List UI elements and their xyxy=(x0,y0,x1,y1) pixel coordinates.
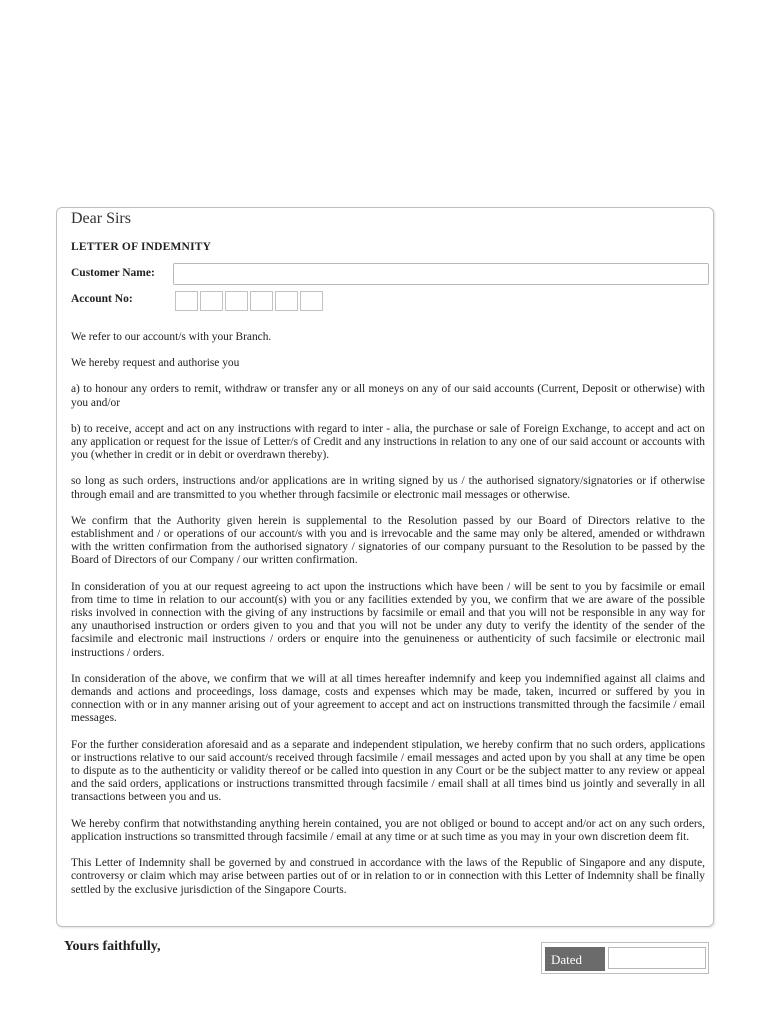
account-digit-box[interactable] xyxy=(225,291,248,311)
customer-name-label: Customer Name: xyxy=(71,267,155,279)
paragraph: We hereby request and authorise you xyxy=(71,357,240,370)
letter-heading: LETTER OF INDEMNITY xyxy=(71,241,212,253)
paragraph: We refer to our account/s with your Branch. xyxy=(71,331,272,343)
paragraph: We hereby confirm that notwithstanding anything herein contained, you are not obliged or bound to accept and/or act on any such orders, application instructions so transmitted through facsimile / email at any time or at such time as you may in your own discretion deem fit. xyxy=(71,817,705,843)
paragraph: In consideration of you at our request agreeing to act upon the instructions which have been / will be sent to you by facsimile or email from time to time in relation to our account(s) with you or any facilities extended by you, we confirm that we are aware of the possible risks involved in connection with the giving of any instructions by facsimile or email and that you will not be responsible in any way for any unauthorised instruction or orders given to you and that you will not be under any duty to verify the identity of the sender of the facsimile and electronic mail instructions / orders or enquire into the genuineness or authenticity of such facsimile or electronic mail instructions / orders. xyxy=(71,580,705,659)
account-digit-box[interactable] xyxy=(300,291,323,311)
paragraph: In consideration of the above, we confirm that we will at all times hereafter indemnify and keep you indemnified against all claims and demands and actions and proceedings, loss damage, costs and expenses which may be made, taken, incurred or suffered by you in connection with or in any manner arising out of your agreement to accept and act on instructions transmitted through the facsimile / email messages. xyxy=(71,672,705,725)
paragraph: b) to receive, accept and act on any instructions with regard to inter - alia, the purchase or sale of Foreign Exchange, to accept and act on any application or request for the issue of Letter/s of Credit and any instructions in relation to any one of our said account or accounts with you (whether in credit or in debit or overdrawn thereby). xyxy=(71,422,705,462)
dated-label: Dated xyxy=(545,947,605,971)
letter-body xyxy=(71,331,705,910)
paragraph: We confirm that the Authority given herein is supplemental to the Resolution passed by our Board of Directors relative to the establishment and / or operations of our account/s with you and is irrevocable and the same may only be altered, amended or withdrawn with the written confirmation from the authorised signatory / signatories of our company pursuant to the Resolution to be passed by the Board of Directors of our Company / our written confirmation. xyxy=(71,514,705,567)
paragraph: This Letter of Indemnity shall be governed by and construed in accordance with the laws of the Republic of Singapore and any dispute, controversy or claim which may arise between parties out of or in relation to or in connection with this Letter of Indemnity shall be finally settled by the exclusive jurisdiction of the Singapore Courts. xyxy=(71,857,705,896)
paragraph: a) to honour any orders to remit, withdraw or transfer any or all moneys on any of our said accounts (Current, Deposit or otherwise) with you and/or xyxy=(71,383,705,409)
customer-name-input[interactable] xyxy=(173,263,709,285)
paragraph: For the further consideration aforesaid and as a separate and independent stipulation, we hereby confirm that no such orders, applications or instructions relative to our said account/s received through facsimile / email messages and acted upon by you shall at any time be open to dispute as to the authenticity or validity thereof or be called into question in any Court or be the subject matter to any review or appeal and the said orders, applications or instructions transmitted through facsimile / email shall at all times bind us jointly and severally in all transactions between you and us. xyxy=(71,738,705,804)
paragraph: so long as such orders, instructions and/or applications are in writing signed by us / the authorised signatory/signatories or if otherwise through email and are transmitted to you whether through facsimile or electronic mail messages or otherwise. xyxy=(71,475,705,501)
closing-signoff: Yours faithfully, xyxy=(64,939,161,954)
account-digit-box[interactable] xyxy=(175,291,198,311)
account-digit-box[interactable] xyxy=(250,291,273,311)
greeting: Dear Sirs xyxy=(71,210,131,227)
dated-field xyxy=(541,942,709,974)
account-digit-box[interactable] xyxy=(200,291,223,311)
letter-panel xyxy=(56,207,714,927)
account-no-label: Account No: xyxy=(71,293,133,305)
account-no-field xyxy=(175,291,325,311)
account-digit-box[interactable] xyxy=(275,291,298,311)
dated-input[interactable] xyxy=(608,947,706,969)
